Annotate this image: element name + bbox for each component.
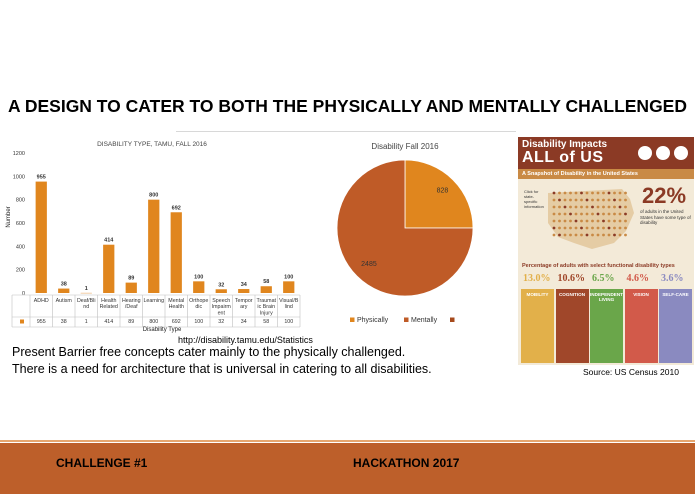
bar-data-label: 414 <box>104 237 114 244</box>
type-percent: 3.6% <box>661 273 684 284</box>
infographic-big-percent: 22% <box>642 183 687 208</box>
infographic-type-independent-living <box>590 271 623 363</box>
type-name: MOBILITY <box>526 292 549 297</box>
type-name: COGNITION <box>558 292 586 297</box>
bar-category-label: Health Related <box>99 298 118 311</box>
heart-icon <box>674 146 688 160</box>
bar <box>261 286 272 293</box>
infographic-header-line2: ALL of US <box>522 149 604 166</box>
bar-category-label: Speech Impairm ent <box>211 298 231 317</box>
bar-y-axis <box>13 151 25 297</box>
pie-chart-title: Disability Fall 2016 <box>371 142 439 151</box>
bar-data-table <box>12 295 300 327</box>
pie-legend-label: Mentally <box>411 317 438 324</box>
type-box <box>556 289 589 363</box>
bar-y-tick-label: 1200 <box>12 151 25 157</box>
bar-table-value: 89 <box>128 319 135 325</box>
bar-data-label: 34 <box>240 282 247 289</box>
type-name: SELF-CARE <box>662 292 689 297</box>
infographic-big-percent-caption: of adults in the United States have some type of disability <box>640 209 691 225</box>
bar-data-label: 800 <box>149 192 159 199</box>
type-percent: 13.0% <box>523 273 551 284</box>
bar-category-label: Hearing /Deaf <box>121 298 141 311</box>
bar-category-label: Mental Health <box>168 298 185 311</box>
bar-data-label: 38 <box>60 281 67 288</box>
bar-y-tick-label: 0 <box>21 291 25 297</box>
infographic-source: Source: US Census 2010 <box>583 367 679 377</box>
pie-data-label: 2485 <box>361 261 377 269</box>
type-box <box>521 289 554 363</box>
pie-slices <box>337 160 473 296</box>
bar-table-value: 58 <box>263 319 270 325</box>
bar-table-value: 414 <box>104 319 114 325</box>
bar <box>58 289 69 293</box>
infographic-click-note: Click for state-specific information <box>524 189 544 209</box>
bar-chart-title: DISABILITY TYPE, TAMU, FALL 2016 <box>97 141 207 148</box>
bar <box>171 212 182 293</box>
bar-data-label: 89 <box>128 275 135 282</box>
bar-chart <box>2 135 304 335</box>
infographic-type-columns <box>521 271 693 363</box>
pie-legend-label: Physically <box>357 317 389 324</box>
bar-category-label: Autism <box>55 298 72 304</box>
pie-legend-key <box>450 318 455 323</box>
bar-y-axis-label: Number <box>6 206 12 228</box>
pie-data-label: 828 <box>436 187 449 195</box>
bar <box>103 245 114 293</box>
bar <box>238 289 249 293</box>
bar-table-value: 1 <box>84 319 88 325</box>
pie-chart <box>328 135 512 335</box>
bar <box>193 281 204 293</box>
person-icon <box>638 146 652 160</box>
bar-data-label: 692 <box>171 205 181 212</box>
bar <box>216 289 227 293</box>
infographic-type-self-care <box>659 271 692 363</box>
bar-table-value: 955 <box>36 319 46 325</box>
description-line: There is a need for architecture that is universal in catering to all disabilities. <box>12 361 432 376</box>
bar-category-label: Visual/B lind <box>279 298 299 311</box>
bar-data-label: 32 <box>218 282 225 289</box>
footer-challenge: CHALLENGE #1 <box>56 456 148 470</box>
type-box <box>625 289 658 363</box>
bar-x-axis-label: Disability Type <box>142 327 182 333</box>
pie-legend <box>350 317 455 324</box>
bar <box>283 281 294 293</box>
title-divider <box>176 131 516 132</box>
bar-category-label: Traumat ic Brain Injury <box>256 298 277 317</box>
slide-title: A DESIGN TO CATER TO BOTH THE PHYSICALLY AND MENTALLY CHALLENGED <box>8 96 687 116</box>
type-name: INDEPENDENT LIVING <box>590 292 623 302</box>
description-line: Present Barrier free concepts cater mainly to the physically challenged. <box>12 345 406 359</box>
bar-data-label: 58 <box>263 279 270 286</box>
bar-y-tick-label: 1000 <box>12 174 25 181</box>
type-box <box>590 289 623 363</box>
pie-legend-key <box>350 318 355 323</box>
infographic-header-line1: Disability Impacts <box>522 139 608 150</box>
type-box <box>659 289 692 363</box>
infographic-type-cognition <box>556 271 589 363</box>
bar-y-tick-label: 600 <box>15 221 25 227</box>
description-paragraph <box>12 344 432 377</box>
infographic-functional-heading: Percentage of adults with select functional disability types <box>522 263 675 269</box>
infographic <box>518 137 694 365</box>
bar-table-value: 34 <box>240 319 247 325</box>
bar-category-label: Deaf/Bli nd <box>76 298 96 311</box>
bar-data-label: 100 <box>194 274 204 281</box>
source-url: http://disability.tamu.edu/Statistics <box>178 335 313 345</box>
bar-table-value: 38 <box>60 319 67 325</box>
bar <box>126 283 137 293</box>
type-percent: 10.6% <box>557 273 585 284</box>
type-percent: 6.5% <box>592 273 615 284</box>
infographic-icons <box>636 141 692 165</box>
infographic-type-vision <box>625 271 658 363</box>
bar-y-tick-label: 200 <box>15 267 25 274</box>
bar-data-label: 955 <box>36 174 46 181</box>
bar-table-value: 100 <box>194 319 204 325</box>
bar <box>36 182 47 293</box>
bar-data-label: 1 <box>84 285 88 292</box>
bar-category-label: Learning <box>143 298 165 304</box>
bar <box>148 200 159 293</box>
bar-table-value: 100 <box>284 319 294 325</box>
bar-series <box>36 175 295 294</box>
bar-category-label: Tempor ary <box>234 298 253 311</box>
children-icon <box>656 146 670 160</box>
bar-category-label: Orthope dic <box>189 298 209 311</box>
bar-table-value: 692 <box>171 319 181 325</box>
bar-data-label: 100 <box>284 274 294 281</box>
infographic-type-mobility <box>521 271 554 363</box>
bar-legend-key <box>20 320 24 324</box>
footer-divider <box>0 440 695 442</box>
bar-y-tick-label: 400 <box>15 244 25 251</box>
footer-hackathon: HACKATHON 2017 <box>353 456 460 470</box>
bar-y-tick-label: 800 <box>15 197 25 204</box>
pie-legend-key <box>404 318 409 323</box>
bar-table-value: 32 <box>218 319 225 325</box>
bar-table-value: 800 <box>149 319 159 325</box>
infographic-subheader: A Snapshot of Disability in the United States <box>518 169 694 179</box>
type-percent: 4.6% <box>626 273 649 284</box>
type-name: VISION <box>633 292 649 297</box>
infographic-header <box>518 137 694 169</box>
bar-category-label: ADHD <box>33 298 49 304</box>
